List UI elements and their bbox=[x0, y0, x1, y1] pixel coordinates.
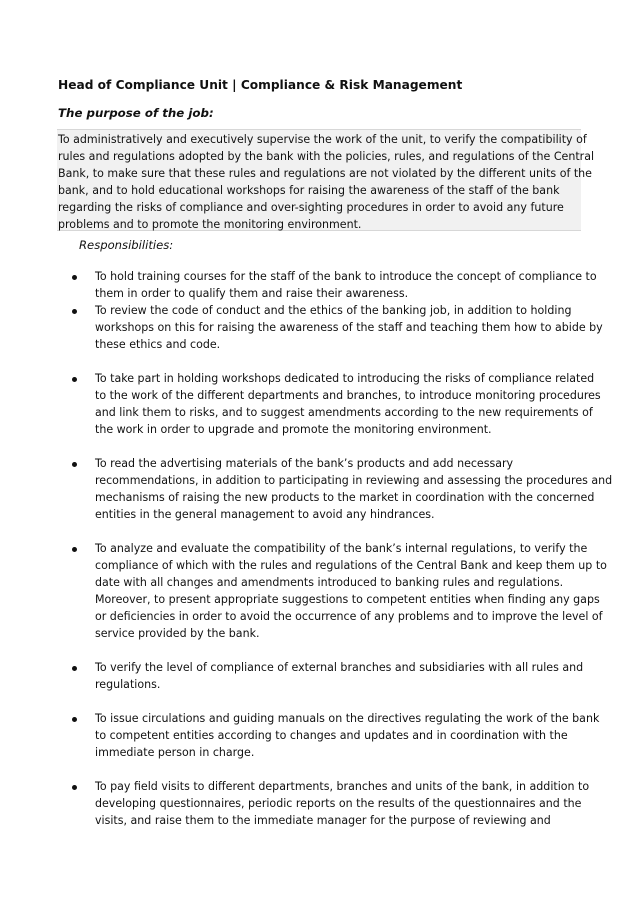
bullet-icon bbox=[70, 458, 80, 468]
responsibility-line: To issue circulations and guiding manuals on the directives regulating the work of the bank bbox=[95, 712, 600, 725]
responsibility-line: To hold training courses for the staff of the bank to introduce the concept of compliance to bbox=[95, 270, 597, 283]
responsibility-line: to the work of the different departments and branches, to introduce monitoring procedures bbox=[95, 389, 601, 402]
bullet-icon bbox=[70, 781, 80, 791]
responsibility-line: immediate person in charge. bbox=[95, 746, 255, 759]
responsibilities-heading: Responsibilities: bbox=[79, 238, 174, 252]
responsibility-line: or deficiencies in order to avoid the occurrence of any problems and to improve the level of bbox=[95, 610, 603, 623]
bullet-icon bbox=[70, 662, 80, 672]
document-title: Head of Compliance Unit | Compliance & Risk Management bbox=[58, 78, 463, 92]
responsibility-line: service provided by the bank. bbox=[95, 627, 260, 640]
responsibility-line: visits, and raise them to the immediate manager for the purpose of reviewing and bbox=[95, 814, 551, 827]
responsibility-line: to competent entities according to changes and updates and in coordination with the bbox=[95, 729, 568, 742]
responsibility-line: date with all changes and amendments introduced to banking rules and regulations. bbox=[95, 576, 564, 589]
purpose-line: problems and to promote the monitoring environment. bbox=[58, 218, 362, 231]
purpose-box bbox=[57, 129, 595, 231]
responsibility-line: developing questionnaires, periodic reports on the results of the questionnaires and the bbox=[95, 797, 582, 810]
responsibility-line: them in order to qualify them and raise their awareness. bbox=[95, 287, 409, 300]
responsibility-line: Moreover, to present appropriate suggestions to competent entities when finding any gaps bbox=[95, 593, 600, 606]
responsibility-line: and link them to risks, and to suggest amendments according to the new requirements of bbox=[95, 406, 593, 419]
bullet-icon bbox=[70, 271, 80, 281]
responsibility-line: regulations. bbox=[95, 678, 161, 691]
purpose-line: To administratively and executively supervise the work of the unit, to verify the compatibility of bbox=[58, 133, 587, 146]
responsibility-line: To verify the level of compliance of external branches and subsidiaries with all rules and bbox=[95, 661, 584, 674]
responsibility-line: recommendations, in addition to participating in reviewing and assessing the procedures and bbox=[95, 474, 613, 487]
responsibility-line: To review the code of conduct and the ethics of the banking job, in addition to holding bbox=[95, 304, 572, 317]
responsibility-line: compliance of which with the rules and regulations of the Central Bank and keep them up to bbox=[95, 559, 607, 572]
responsibility-line: To read the advertising materials of the bank’s products and add necessary bbox=[95, 457, 514, 470]
bullet-icon bbox=[70, 543, 80, 553]
responsibility-line: these ethics and code. bbox=[95, 338, 221, 351]
purpose-line: Bank, to make sure that these rules and regulations are not violated by the different units of the bbox=[58, 167, 592, 180]
responsibility-line: To analyze and evaluate the compatibility of the bank’s internal regulations, to verify the bbox=[95, 542, 588, 555]
purpose-heading: The purpose of the job: bbox=[58, 106, 214, 120]
responsibility-line: To pay field visits to different departments, branches and units of the bank, in addition to bbox=[95, 780, 590, 793]
purpose-line: regarding the risks of compliance and over-sighting procedures in order to avoid any future bbox=[58, 201, 564, 214]
responsibility-line: entities in the general management to avoid any hindrances. bbox=[95, 508, 435, 521]
responsibility-line: mechanisms of raising the new products to the market in coordination with the concerned bbox=[95, 491, 595, 504]
purpose-line: bank, and to hold educational workshops for raising the awareness of the staff of the bank bbox=[58, 184, 560, 197]
bullet-icon bbox=[70, 713, 80, 723]
responsibility-line: the work in order to upgrade and promote the monitoring environment. bbox=[95, 423, 492, 436]
bullet-icon bbox=[70, 373, 80, 383]
responsibility-line: workshops on this for raising the awareness of the staff and teaching them how to abide by bbox=[95, 321, 603, 334]
responsibility-line: To take part in holding workshops dedicated to introducing the risks of compliance related bbox=[95, 372, 595, 385]
bullet-icon bbox=[70, 305, 80, 315]
purpose-line: rules and regulations adopted by the bank with the policies, rules, and regulations of the Central bbox=[58, 150, 595, 163]
